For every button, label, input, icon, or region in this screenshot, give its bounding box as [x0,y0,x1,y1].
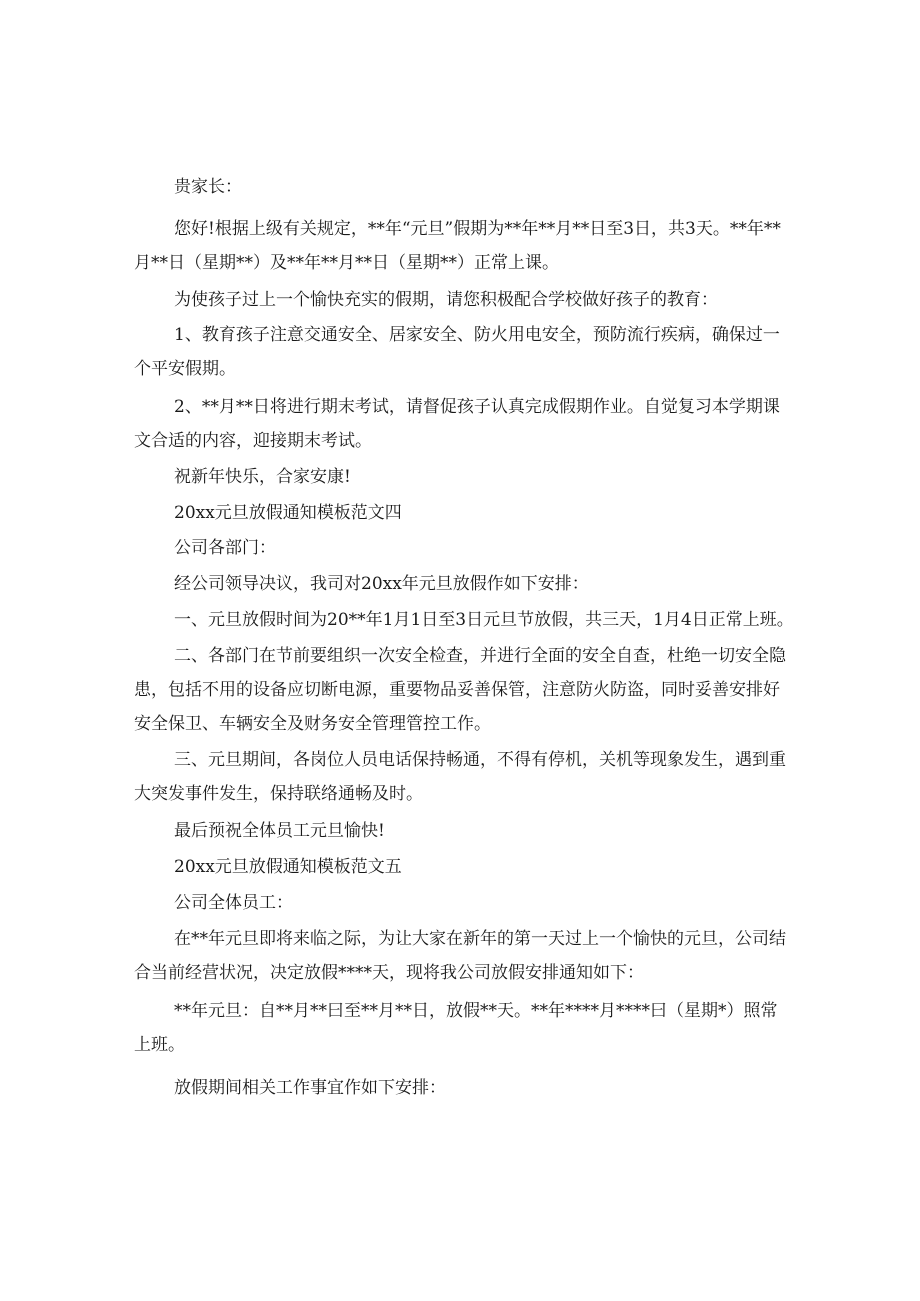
holiday-dates-paragraph: 您好!根据上级有关规定，**年“元旦”假期为**年**月**日至3日，共3天。**年**月**日（星期**）及**年**月**日（星期**）正常上课。 [134,219,781,273]
safety-item: 1、教育孩子注意交通安全、居家安全、防火用电安全，预防流行疾病，确保过一个平安假期。 [134,325,780,379]
salutation-parents: 贵家长： [174,177,242,197]
announcement-paragraph: 在**年元旦即将来临之际，为让大家在新年的第一天过上一个愉快的元旦，公司结合当前经营状况，决定放假****天，现将我公司放假安排通知如下： [134,929,786,983]
arrangement-item-two: 二、各部门在节前要组织一次安全检查，并进行全面的安全自查，杜绝一切安全隐患，包括不用的设备应切断电源，重要物品妥善保管，注意防火防盗，同时妥善安排好安全保卫、车辆安全及财务安全管理管控工作。 [134,646,786,734]
arrangement-item-three: 三、元旦期间，各岗位人员电话保持畅通，不得有停机，关机等现象发生，遇到重大突发事件发生，保持联络通畅及时。 [134,750,786,804]
holiday-schedule-paragraph: **年元旦：自**月**曰至**月**日，放假**天。**年****月****曰（星期*）照常上班。 [134,1001,778,1055]
staff-wishes: 最后预祝全体员工元旦愉快! [174,821,385,841]
section-title-four: 20xx元旦放假通知模板范文四 [174,503,402,523]
work-arrangement-heading: 放假期间相关工作事宜作如下安排： [174,1078,446,1098]
salutation-departments: 公司各部门： [174,538,276,558]
arrangement-item-one: 一、元旦放假时间为20**年1月1日至3日元旦节放假，共三天，1月4日正常上班。 [174,610,794,630]
salutation-staff: 公司全体员工： [174,893,293,913]
new-year-wishes: 祝新年快乐，合家安康! [174,467,351,487]
section-title-five: 20xx元旦放假通知模板范文五 [174,857,402,877]
exam-item: 2、**月**日将进行期末考试，请督促孩子认真完成假期作业。自觉复习本学期课文合适的内容，迎接期末考试。 [134,397,780,451]
cooperation-request-paragraph: 为使孩子过上一个愉快充实的假期，请您积极配合学校做好孩子的教育： [174,290,718,310]
decision-paragraph: 经公司领导决议，我司对20xx年元旦放假作如下安排： [174,574,589,594]
